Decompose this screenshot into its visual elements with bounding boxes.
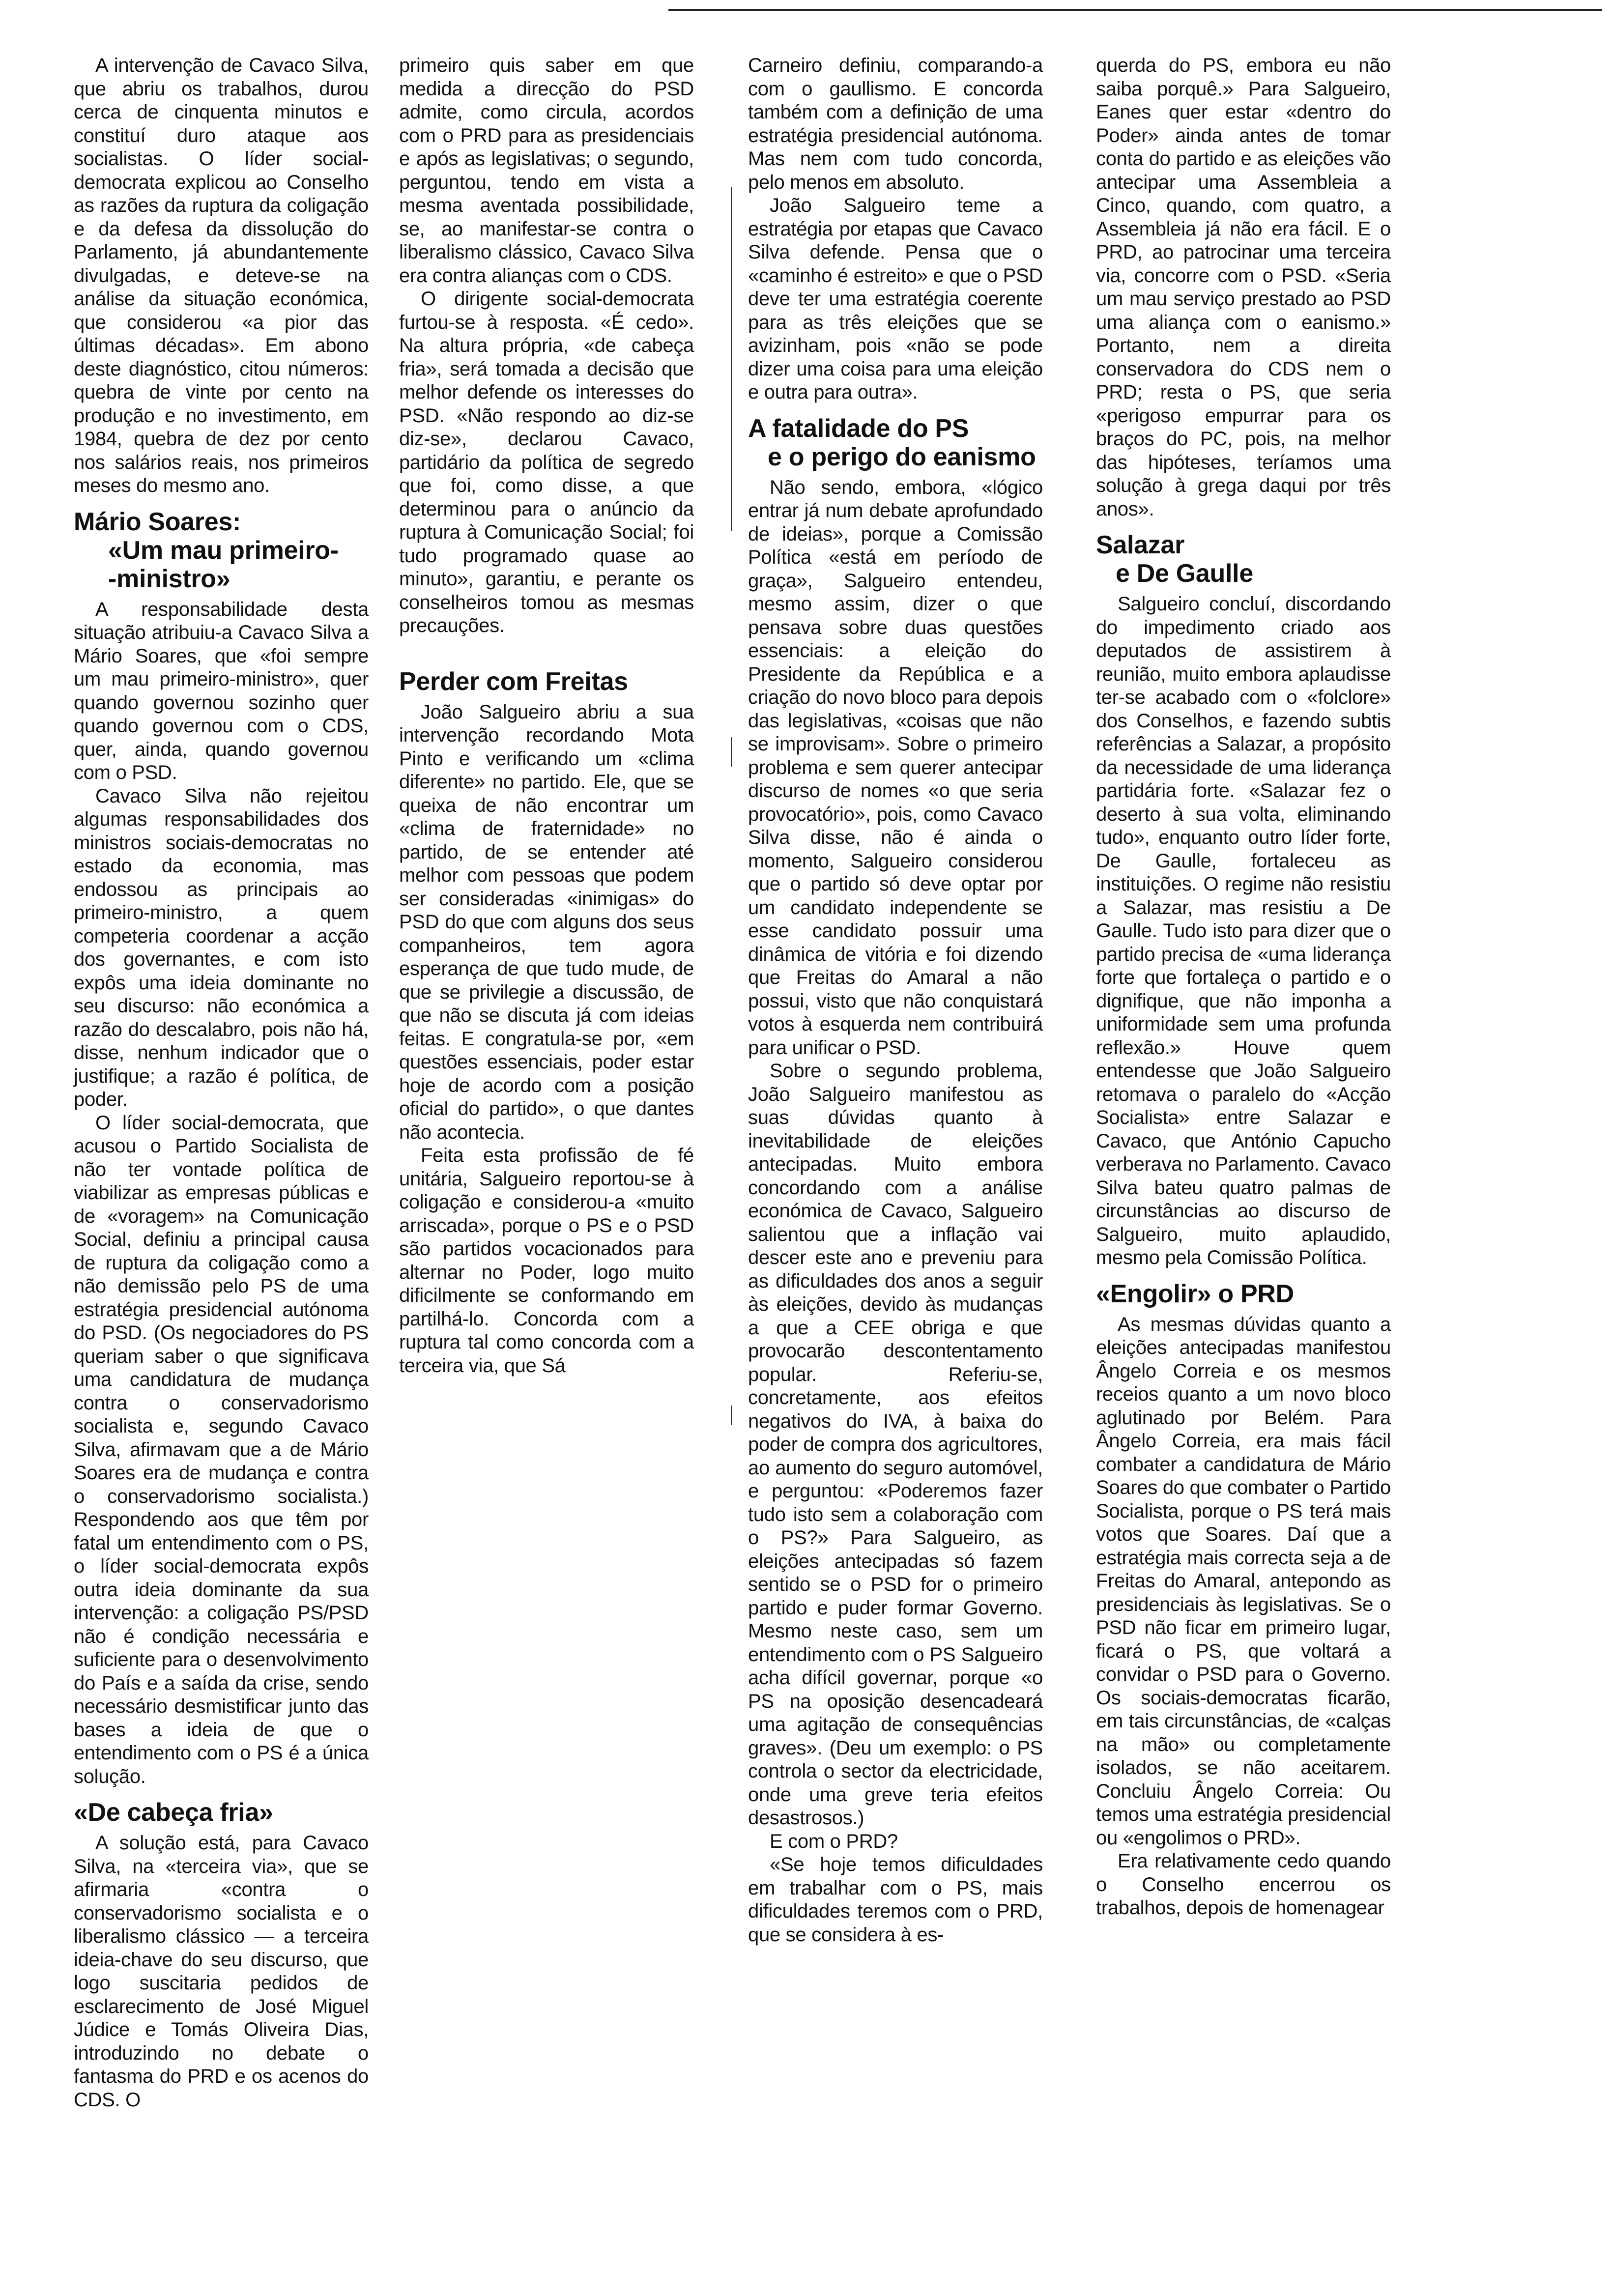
article-column-1	[74, 54, 369, 2112]
article-column-2	[399, 54, 694, 1378]
article-column-4	[1096, 54, 1391, 1920]
heading-line: «Um mau primeiro-	[108, 536, 339, 565]
paragraph: As mesmas dúvidas quanto a eleições antecipadas manifestou Ângelo Correia e os mesmos receios quanto a um novo bloco aglutinado por Belém. Para Ângelo Correia, era mais fácil combater a candidatura de Mário Soares do que combater o Partido Socialista, porque o PS terá mais votos que Soares. Daí que a estratégia mais correcta seja a de Freitas do Amaral, antepondo as presidenciais às legislativas. Se o PSD não ficar em primeiro lugar, ficará o PS, que voltará a convidar o PSD para o Governo. Os sociais-democratas ficarão, em tais circunstâncias, de «calças na mão» ou completamente isolados, se não aceitarem. Concluiu Ângelo Correia: Ou temos uma estratégia presidencial ou «engolimos o PRD».	[1096, 1313, 1391, 1849]
section-heading: Perder com Freitas	[399, 667, 628, 696]
top-rule	[668, 9, 1602, 11]
section-heading	[1096, 531, 1391, 588]
heading-line: Mário Soares:	[74, 507, 241, 536]
paragraph: querda do PS, embora eu não saiba porquê.» Para Salgueiro, Eanes quer estar «dentro do Poder» ainda antes de tomar conta do partido e as eleições vão antecipar uma Assembleia a Cinco, quando, com quatro, a Assembleia já não era fácil. E o PRD, ao patrocinar uma terceira via, concorre com o PSD. «Seria um mau serviço prestado ao PSD uma aliança com o eanismo.» Portanto, nem a direita conservadora do CDS nem o PRD; resta o PS, que seria «perigoso empurrar para os braços do PC, pois, na melhor das hipóteses, teríamos uma solução à grega daqui por três anos».	[1096, 55, 1391, 520]
article-column-3	[748, 54, 1043, 1947]
column-divider	[731, 1406, 732, 1425]
paragraph: Era relativamente cedo quando o Conselho encerrou os trabalhos, depois de homenagear	[1096, 1850, 1391, 1919]
paragraph: Sobre o segundo problema, João Salgueiro manifestou as suas dúvidas quanto à inevitabilidade de eleições antecipadas. Muito embora concordando com a análise económica de Cavaco, Salgueiro salientou que a inflação vai descer este ano e preveniu para as dificuldades dos anos a seguir às eleições, devido às mudanças a que a CEE obriga e que provocarão descontentamento popular. Referiu-se, concretamente, aos efeitos negativos do IVA, à baixa do poder de compra dos agricultores, ao aumento do seguro automóvel, e perguntou: «Poderemos fazer tudo isto sem a colaboração com o PS?» Para Salgueiro, as eleições antecipadas só fazem sentido se o PSD for o primeiro partido e puder formar Governo. Mesmo neste caso, sem um entendimento com o PS Salgueiro acha difícil governar, porque «o PS na oposição desencadeará uma agitação de consequências graves». (Deu um exemplo: o PS controla o sector da electricidade, onde uma greve teria efeitos desastrosos.)	[748, 1060, 1043, 1829]
paragraph: Salgueiro concluí, discordando do impedimento criado aos deputados de assistirem à reunião, muito embora aplaudisse ter-se acabado com o «folclore» dos Conselhos, e fazendo subtis referências a Salazar, a propósito da necessidade de uma liderança partidária forte. «Salazar fez o deserto à sua volta, eliminando tudo», enquanto outro líder forte, De Gaulle, fortaleceu as instituições. O regime não resistiu a Salazar, mas resistiu a De Gaulle. Tudo isto para dizer que o partido precisa de «uma liderança forte que fortaleça o partido e o dignifique, que não imponha a uniformidade sem uma profunda reflexão.» Houve quem entendesse que João Salgueiro retomava o paralelo do «Acção Socialista» entre Salazar e Cavaco, que António Capucho verberava no Parlamento. Cavaco Silva bateu quatro palmas de circunstâncias ao discurso de Salgueiro, muito aplaudido, mesmo pela Comissão Política.	[1096, 593, 1391, 1268]
paragraph: Não sendo, embora, «lógico entrar já num debate aprofundado de ideias», porque a Comissão Política «está em período de graça», Salgueiro entendeu, mesmo assim, dizer o que pensava sobre duas questões essenciais: a eleição do Presidente da República e a criação do novo bloco para depois das legislativas, «coisas que não se improvisam». Sobre o primeiro problema e sem querer antecipar discurso de nomes «o que seria provocatório», pois, como Cavaco Silva disse, não é ainda o momento, Salgueiro considerou que o partido só deve optar por um candidato independente se esse candidato possuir uma dinâmica de vitória e foi dizendo que Freitas do Amaral a não possui, visto que não conquistará votos à esquerda nem contribuirá para unificar o PSD.	[748, 476, 1043, 1059]
paragraph: Feita esta profissão de fé unitária, Salgueiro reportou-se à coligação e considerou-a «muito arriscada», porque o PS e o PSD são partidos vocacionados para alternar no Poder, logo muito dificilmente se conformando em partilhá-lo. Concorda com a ruptura tal como concorda com a terceira via, que Sá	[399, 1145, 694, 1377]
section-heading	[748, 414, 1043, 471]
paragraph: E com o PRD?	[770, 1830, 898, 1852]
heading-line: -ministro»	[108, 564, 230, 593]
paragraph: Carneiro definiu, comparando-a com o gaullismo. E concorda também com a definição de uma estratégia presidencial autónoma. Mas nem com tudo concorda, pelo menos em absoluto.	[748, 55, 1043, 193]
section-heading: «Engolir» o PRD	[1096, 1279, 1294, 1308]
paragraph: «Se hoje temos dificuldades em trabalhar com o PS, mais dificuldades teremos com o PRD, que se considera à es-	[748, 1854, 1043, 1946]
paragraph: A solução está, para Cavaco Silva, na «terceira via», que se afirmaria «contra o conservadorismo socialista e o liberalismo clássico — a terceira ideia-chave do seu discurso, que logo suscitaria pedidos de esclarecimento de José Miguel Júdice e Tomás Oliveira Dias, introduzindo no debate o fantasma do PRD e os acenos do CDS. O	[74, 1832, 369, 2111]
paragraph: O líder social-democrata, que acusou o Partido Socialista de não ter vontade política de viabilizar as empresas públicas e de «voragem» na Comunicação Social, definiu a principal causa de ruptura da coligação como a não demissão pelo PS de uma estratégia presidencial autónoma do PSD. (Os negociadores do PS queriam saber o que significava uma candidatura de mudança contra o conservadorismo socialista e, segundo Cavaco Silva, afirmavam que a de Mário Soares era de mudança e contra o conservadorismo socialista.) Respondendo aos que têm por fatal um entendimento com o PS, o líder social-democrata expôs outra ideia dominante da sua intervenção: a coligação PS/PSD não é condição necessária e suficiente para o desenvolvimento do País e a saída da crise, sendo necessário desmistificar junto das bases a ideia de que o entendimento com o PS é a única solução.	[74, 1112, 369, 1787]
paragraph: A intervenção de Cavaco Silva, que abriu os trabalhos, durou cerca de cinquenta minutos e constituí duro ataque aos socialistas. O líder social-democrata explicou ao Conselho as razões da ruptura da coligação e da defesa da dissolução do Parlamento, já abundantemente divulgadas, e deteve-se na análise da situação económica, que considerou «a pior das últimas décadas». Em abono deste diagnóstico, citou números: quebra de vinte por cento na produção e no investimento, em 1984, quebra de dez por cento nos salários reais, nos primeiros meses do mesmo ano.	[74, 55, 369, 496]
column-divider	[731, 737, 732, 767]
paragraph: João Salgueiro abriu a sua intervenção recordando Mota Pinto e verificando um «clima diferente» no partido. Ele, que se queixa de não encontrar um «clima de fraternidade» no partido, de se entender até melhor com pessoas que podem ser consideradas «inimigas» do PSD do que com alguns dos seus companheiros, tem agora esperança de que tudo mude, de que se privilegie a discussão, de que não se discuta já com ideias feitas. E congratula-se por, «em questões essenciais, poder estar hoje de acordo com a posição oficial do partido», o que dantes não acontecia.	[399, 701, 694, 1143]
paragraph: Cavaco Silva não rejeitou algumas responsabilidades dos ministros sociais-democratas no estado da economia, mas endossou as principais ao primeiro-ministro, a quem competeria coordenar a acção dos governantes, e com isto expôs uma ideia dominante no seu discurso: não económica a razão do descalabro, pois não há, disse, nenhum indicador que o justifique; a razão é política, de poder.	[74, 785, 369, 1110]
heading-line: e De Gaulle	[1116, 559, 1253, 588]
paragraph: A responsabilidade desta situação atribuiu-a Cavaco Silva a Mário Soares, que «foi sempre um mau primeiro-ministro», quer quando governou sozinho quer quando governou com o CDS, quer, ainda, quando governou com o PSD.	[74, 598, 369, 783]
heading-line: e o perigo do eanismo	[768, 442, 1036, 471]
paragraph: O dirigente social-democrata furtou-se à resposta. «É cedo». Na altura própria, «de cabeça fria», será tomada a decisão que melhor defende os interesses do PSD. «Não respondo ao diz-se diz-se», declarou Cavaco, partidário da política de segredo que foi, como disse, a que determinou para o anúncio da ruptura à Comunicação Social; foi tudo programado quase ao minuto», garantiu, e perante os conselheiros tomou as mesmas precauções.	[399, 288, 694, 636]
paragraph: João Salgueiro teme a estratégia por etapas que Cavaco Silva defende. Pensa que o «caminho é estreito» e que o PSD deve ter uma estratégia coerente para as três eleições que se avizinham, pois «não se pode dizer uma coisa para uma eleição e outra para outra».	[748, 195, 1043, 403]
paragraph: primeiro quis saber em que medida a direcção do PSD admite, como circula, acordos com o PRD para as presidenciais e após as legislativas; o segundo, perguntou, tendo em vista a mesma aventada possibilidade, se, ao manifestar-se contra o liberalismo clássico, Cavaco Silva era contra alianças com o CDS.	[399, 55, 694, 287]
section-heading	[74, 508, 369, 593]
section-heading: «De cabeça fria»	[74, 1798, 273, 1827]
heading-line: A fatalidade do PS	[748, 414, 969, 443]
heading-line: Salazar	[1096, 531, 1185, 559]
column-divider	[731, 187, 732, 531]
